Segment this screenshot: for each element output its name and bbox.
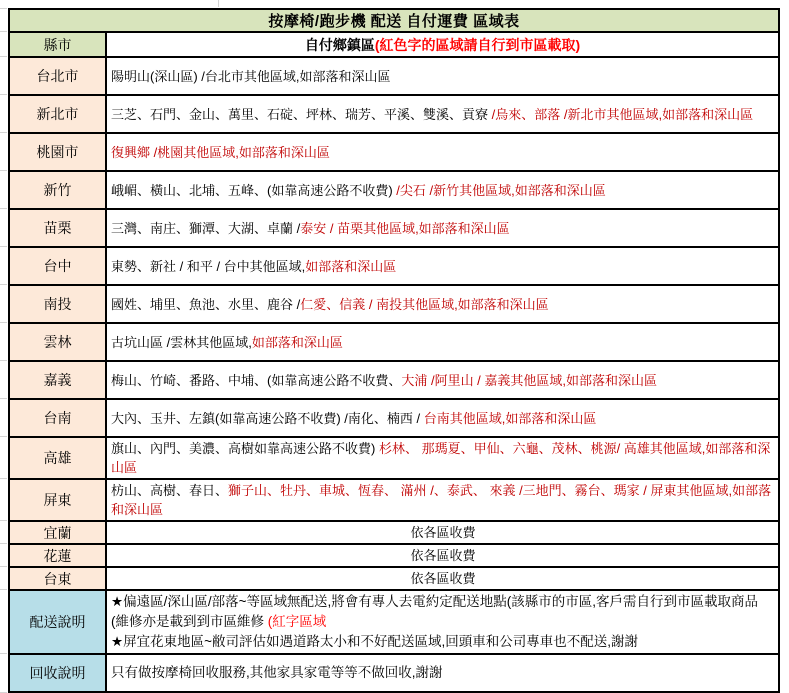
gridline-stub <box>0 436 7 437</box>
zone-text-red: (紅字區域 <box>267 614 327 629</box>
table-row <box>9 521 779 544</box>
gridline-stub <box>0 56 7 57</box>
county-label: 花蓮 <box>9 544 106 567</box>
table-row <box>9 285 779 323</box>
zone-text: 三芝、石門、金山、萬里、石碇、坪林、瑞芳、平溪、雙溪、貢寮 <box>111 106 489 122</box>
zone-text-red: /烏來、部落 /新北市其他區域,如部落和深山區 <box>488 106 754 122</box>
county-label: 新竹 <box>9 171 106 209</box>
zone-header-label: 自付鄉鎮區 <box>304 36 375 53</box>
gridline-stub <box>0 8 7 9</box>
table-row <box>9 323 779 361</box>
zone-cell <box>106 521 779 544</box>
zone-cell <box>106 171 779 209</box>
table-row <box>9 544 779 567</box>
table-row <box>9 133 779 171</box>
gridline-stub <box>0 132 7 133</box>
table-row <box>9 590 779 654</box>
gridline-stub <box>0 398 7 399</box>
zone-header-red-note: (紅色字的區域請自行到市區載取) <box>374 36 581 53</box>
zone-cell <box>106 285 779 323</box>
table-row <box>9 95 779 133</box>
zone-text: 大內、玉井、左鎮(如靠高速公路不收費) /南化、楠西 / <box>111 410 424 426</box>
zone-text: 峨嵋、橫山、北埔、五峰、(如靠高速公路不收費) <box>111 182 397 198</box>
county-label: 新北市 <box>9 95 106 133</box>
zone-text: 陽明山(深山區) /台北市其他區域,如部落和深山區 <box>111 68 391 84</box>
zone-cell <box>106 57 779 95</box>
zone-cell <box>106 437 779 479</box>
county-label: 苗栗 <box>9 209 106 247</box>
zone-text: 古坑山區 /雲林其他區域, <box>111 334 252 350</box>
zone-text: 旗山、內門、美濃、高樹如靠高速公路不收費) <box>111 441 379 456</box>
zone-cell <box>106 361 779 399</box>
county-label: 南投 <box>9 285 106 323</box>
zone-cell <box>106 567 779 590</box>
zone-column-header <box>106 32 779 57</box>
gridline-stub <box>0 284 7 285</box>
zone-text-red: 如部落和深山區 <box>305 258 397 274</box>
zone-cell <box>106 209 779 247</box>
county-label: 嘉義 <box>9 361 106 399</box>
gridline-stub <box>0 246 7 247</box>
county-label: 屏東 <box>9 479 106 521</box>
zone-text-red: 如部落和深山區 <box>251 334 343 350</box>
table-row <box>9 57 779 95</box>
zone-text-red: 獅子山、牡丹、車城、恆春、 滿州 /、泰武、 來義 /三地門、霧台、瑪家 / 屏東其他區域,如部落和深山區 <box>111 483 772 517</box>
zone-text: 三灣、南庄、獅潭、大湖、卓蘭 / <box>111 220 301 236</box>
gridline-stub <box>0 360 7 361</box>
county-label: 台中 <box>9 247 106 285</box>
table-row <box>9 654 779 692</box>
zone-text: 依各區收費 <box>410 525 476 540</box>
zone-text: 國姓、埔里、魚池、水里、鹿谷 / <box>111 296 301 312</box>
table-row <box>9 437 779 479</box>
county-label: 宜蘭 <box>9 521 106 544</box>
note-line <box>111 632 774 652</box>
zone-cell <box>106 544 779 567</box>
county-label: 台東 <box>9 567 106 590</box>
gridline-stub <box>0 653 7 654</box>
zone-text: 東勢、新社 / 和平 / 台中其他區域, <box>111 258 306 274</box>
zone-text: 只有做按摩椅回收服務,其他家具家電等等不做回收,謝謝 <box>111 665 443 680</box>
zone-text: 梅山、竹崎、番路、中埔、(如靠高速公路不收費、 <box>111 372 402 388</box>
table-title: 按摩椅/跑步機 配送 自付運費 區域表 <box>9 9 779 32</box>
zone-text-red: 杉林、 那瑪夏、甲仙、六龜、茂林、桃源/ 高雄其他區域,如部落和深山區 <box>111 441 771 475</box>
table-title-row <box>9 9 779 32</box>
zone-text-red: 台南其他區域,如部落和深山區 <box>423 410 597 426</box>
county-label: 雲林 <box>9 323 106 361</box>
gridline-stub <box>0 208 7 209</box>
gridline-stub <box>218 0 219 7</box>
gridline-stub <box>0 31 7 32</box>
table-row <box>9 361 779 399</box>
shipping-fee-zone-table <box>8 8 780 693</box>
zone-text-red: 仁愛、信義 / 南投其他區域,如部落和深山區 <box>300 296 549 312</box>
zone-cell <box>106 247 779 285</box>
table-row <box>9 479 779 521</box>
note-line <box>111 592 774 632</box>
gridline-stub <box>0 543 7 544</box>
zone-text: ★偏遠區/深山區/部落~等區域無配送,將會有專人去電約定配送地點(該縣市的市區,客戶需自行到市區載取商品(維修亦是載到到市區維修 <box>111 594 758 629</box>
zone-text: ★屏宜花東地區~敝司評估如遇道路太小和不好配送區域,回頭車和公司專車也不配送,謝謝 <box>111 634 638 649</box>
table-header-row <box>9 32 779 57</box>
county-label: 高雄 <box>9 437 106 479</box>
zone-cell <box>106 95 779 133</box>
table-row <box>9 567 779 590</box>
note-label: 回收說明 <box>9 654 106 692</box>
gridline-stub <box>0 566 7 567</box>
note-label: 配送說明 <box>9 590 106 654</box>
gridline-stub <box>0 478 7 479</box>
zone-cell <box>106 479 779 521</box>
zone-cell <box>106 399 779 437</box>
gridline-stub <box>0 520 7 521</box>
zone-text-red: 泰安 / 苗栗其他區域,如部落和深山區 <box>300 220 510 236</box>
county-column-header: 縣市 <box>9 32 106 57</box>
table-row <box>9 399 779 437</box>
zone-cell <box>106 133 779 171</box>
county-label: 台北市 <box>9 57 106 95</box>
gridline-stub <box>0 322 7 323</box>
county-rows-body <box>9 57 779 590</box>
zone-text-red: 復興鄉 /桃園其他區域,如部落和深山區 <box>111 144 330 160</box>
zone-cell <box>106 323 779 361</box>
zone-text: 依各區收費 <box>410 548 476 563</box>
county-label: 台南 <box>9 399 106 437</box>
table-row <box>9 171 779 209</box>
table-row <box>9 209 779 247</box>
zone-text: 依各區收費 <box>410 571 476 586</box>
note-line <box>111 663 774 683</box>
gridline-stub <box>0 589 7 590</box>
gridline-stub <box>0 94 7 95</box>
zone-text-red: /尖石 /新竹其他區域,如部落和深山區 <box>396 182 606 198</box>
table-row <box>9 247 779 285</box>
zone-text: 枋山、高樹、春日、 <box>111 483 229 498</box>
note-cell <box>106 590 779 654</box>
note-rows-body <box>9 590 779 692</box>
gridline-stub <box>0 170 7 171</box>
county-label: 桃園市 <box>9 133 106 171</box>
note-cell <box>106 654 779 692</box>
zone-text-red: 大浦 /阿里山 / 嘉義其他區域,如部落和深山區 <box>401 372 658 388</box>
